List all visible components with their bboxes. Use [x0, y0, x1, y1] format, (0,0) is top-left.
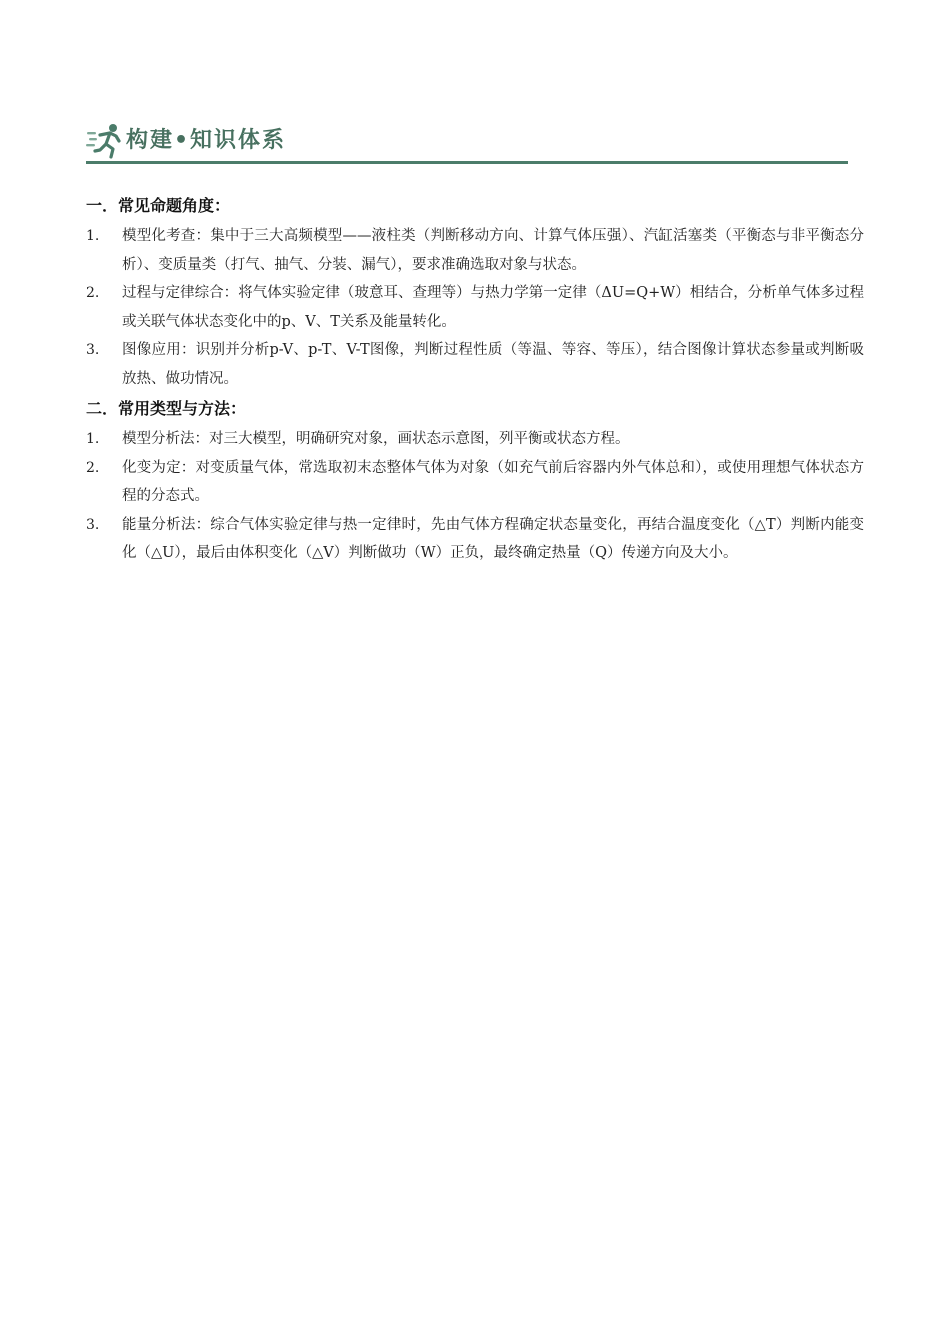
list-item-number: 2. — [86, 459, 100, 476]
list-item-number: 3. — [86, 342, 100, 358]
section-header — [86, 118, 848, 166]
header-title: 构建•知识体系 — [126, 128, 287, 153]
list-item-number: 1. — [86, 431, 100, 447]
list-item-text: 过程与定律综合：将气体实验定律（玻意耳、查理等）与热力学第一定律（ΔU=Q+W）相结合，分析单气体多过程或关联气体状态变化中的p、V、T关系及能量转化。 — [122, 285, 864, 330]
section-title: 一．常见命题角度： — [86, 196, 231, 215]
document-body — [86, 194, 864, 568]
list-item — [86, 425, 864, 454]
list-item-text: 化变为定：对变质量气体，常选取初末态整体气体为对象（如充气前后容器内外气体总和），或使用理想气体状态方程的分态式。 — [122, 459, 864, 504]
list-item-text: 模型化考查：集中于三大高频模型——液柱类（判断移动方向、计算气体压强）、汽缸活塞类（平衡态与非平衡态分析）、变质量类（打气、抽气、分装、漏气），要求准确选取对象与状态。 — [122, 228, 864, 273]
list-item — [86, 454, 864, 511]
list-item-number: 2. — [86, 285, 100, 301]
list-item-text: 模型分析法：对三大模型，明确研究对象，画状态示意图，列平衡或状态方程。 — [122, 431, 630, 447]
list-item-number: 1. — [86, 228, 100, 244]
list-item — [86, 279, 864, 336]
list-item-text: 图像应用：识别并分析p-V、p-T、V-T图像，判断过程性质（等温、等容、等压），结合图像计算状态参量或判断吸放热、做功情况。 — [122, 342, 864, 387]
list-item-number: 3. — [86, 516, 100, 533]
list-item-text: 能量分析法：综合气体实验定律与热一定律时，先由气体方程确定状态量变化，再结合温度变化（△T）判断内能变化（△U），最后由体积变化（△V）判断做功（W）正负，最终确定热量（Q）传递方向及大小。 — [122, 516, 864, 561]
list-item — [86, 222, 864, 279]
list-item — [86, 511, 864, 568]
runner-icon — [86, 122, 124, 160]
section-title: 二．常用类型与方法： — [86, 399, 247, 418]
list-item — [86, 336, 864, 393]
header-divider — [86, 161, 848, 164]
